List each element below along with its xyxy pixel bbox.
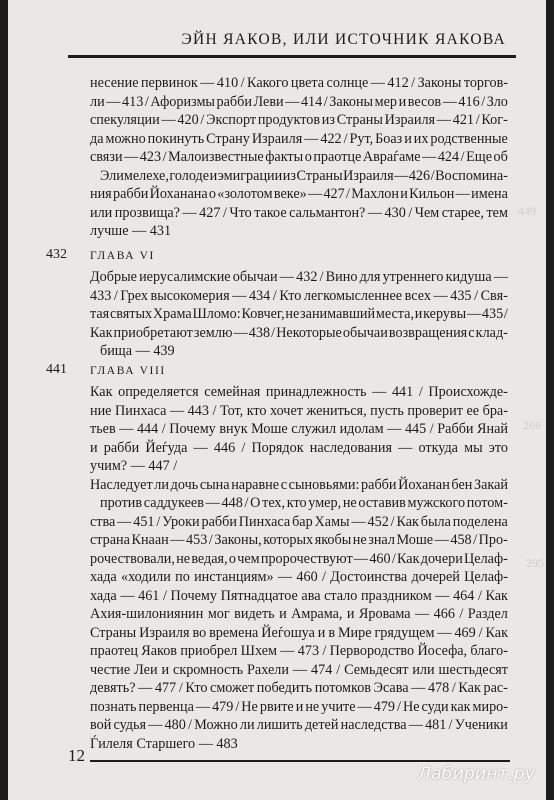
toc-line: Страны Израиля во времена Йеѓошуа и в Мире грядущем — 469 / Как [90,624,508,641]
footer-rule [90,760,510,762]
chapter-start-page: 441 [46,362,67,377]
toc-line: Как определяется семейная принадлежность — 441 / Происхожде- [90,384,508,400]
bleed-through-number: 449 [518,204,536,218]
chapter-start-page: 432 [46,247,67,262]
toc-line: рочествовали, не ведая, о чем пророчествуют — 460 / Как дочери Целаф- [90,550,508,567]
toc-line: 433 / Грех высокомерия — 434 / Кто легкомысленнее всех — 435 / Свя- [90,287,508,304]
toc-line: страна Кнаан — 453 / Законы, которых якобы не знал Моше — 458 / Про- [90,532,508,548]
page-number: 12 [68,746,85,765]
chapter-title: ГЛАВА VI [90,250,155,262]
toc-line: хада «ходили по инстанциям» — 460 / Достоинства дочерей Целаф- [90,569,508,585]
chapter-title: ГЛАВА VIII [90,365,166,377]
toc-line: хада — 461 / Почему Пятнадцатое ава стало праздником — 464 / Как [90,587,508,604]
toc-line: несение первинок — 410 / Какого цвета солнце — 412 / Законы торгов- [90,75,508,91]
toc-line: лучше — 431 [90,223,172,239]
toc-line: да можно покинуть Страну Израиля — 422 / Рут, Боаз и их родственные [90,130,508,147]
header-rule [68,55,516,58]
toc-line: спекуляции — 420 / Экспорт продуктов из Страны Израиля — 421 / Ког- [90,112,508,128]
toc-line: Добрые иерусалимские обычаи — 432 / Вино для утреннего кидуша — [90,269,508,285]
previous-chapter-contents [90,74,508,241]
toc-line: Элимелехе, голоде и эмиграции из Страны Израиля — 426 / Воспомина- [100,167,508,184]
toc-line: вой судья — 480 / Можно ли лишить детей наследства — 481 / Ученики [90,717,508,733]
toc-line: Ѓилеля Старшего — 483 [90,735,238,752]
toc-line: бища — 439 [100,343,175,359]
toc-line: Ахия-шилониянин мог видеть и Амрама, и Яровама — 466 / Раздел [90,606,508,622]
toc-line: ли — 413 / Афоризмы рабби Леви — 414 / Законы мер и весов — 416 / Зло [90,93,508,110]
toc-line: познать первенца — 479 / Не рвите и не учите — 479 / Не суди как миро- [90,698,508,715]
toc-line: ние Пинхаса — 443 / Тот, кто хочет жениться, пусть проверит ее бра- [90,402,508,419]
toc-line: ния рабби Йоханана о «золотом веке» — 427 / Махлон и Кильон — имена [90,186,508,202]
toc-line: Наследует ли дочь сына наравне с сыновьями: рабби Йоханан бен Закай [90,476,508,493]
toc-line: честие Леи и скромность Рахели — 474 / Семьдесят или шестьдесят [90,661,508,678]
toc-line: против саддукеев — 448 / О тех, кто умер, не оставив мужского потом- [100,495,508,511]
watermark-logo: Лабиринт.ру [418,764,536,784]
toc-line: или прозвища? — 427 / Что такое сальмантон? — 430 / Чем старее, тем [90,204,508,221]
toc-line: праотец Яаков приобрел Шхем — 473 / Первородство Йосефа, благо- [90,643,508,659]
toc-line: ства — 451 / Уроки рабби Пинхаса бар Хамы — 452 / Как была поделена [90,513,508,530]
toc-line: тая святых Храма Шломо: Ковчег, не занимавший места, и керувы — 435 / [90,306,508,322]
toc-line: Как приобретают землю — 438 / Некоторые обычаи возвращения с клад- [90,324,508,341]
toc-line: девять? — 477 / Кто сможет победить потомков Эсава — 478 / Как рас- [90,680,508,696]
book-page [8,0,546,800]
bleed-through-number: 295 [526,556,544,570]
toc-line: связи — 423 / Малоизвестные факты о праотце Авраѓаме — 424 / Еще об [90,149,508,165]
running-head: ЭЙН ЯАКОВ, ИЛИ ИСТОЧНИК ЯАКОВА [181,31,506,48]
toc-line: тьев — 444 / Почему внук Моше служил идолам — 445 / Рабби Янай и рабби Йеѓуда — 446 / Порядок наследования — откуда мы это учим? — 447 / [90,421,508,474]
chapter-8-section [90,364,508,753]
chapter-6-section [90,249,508,361]
bleed-through-number: 266 [523,418,541,432]
